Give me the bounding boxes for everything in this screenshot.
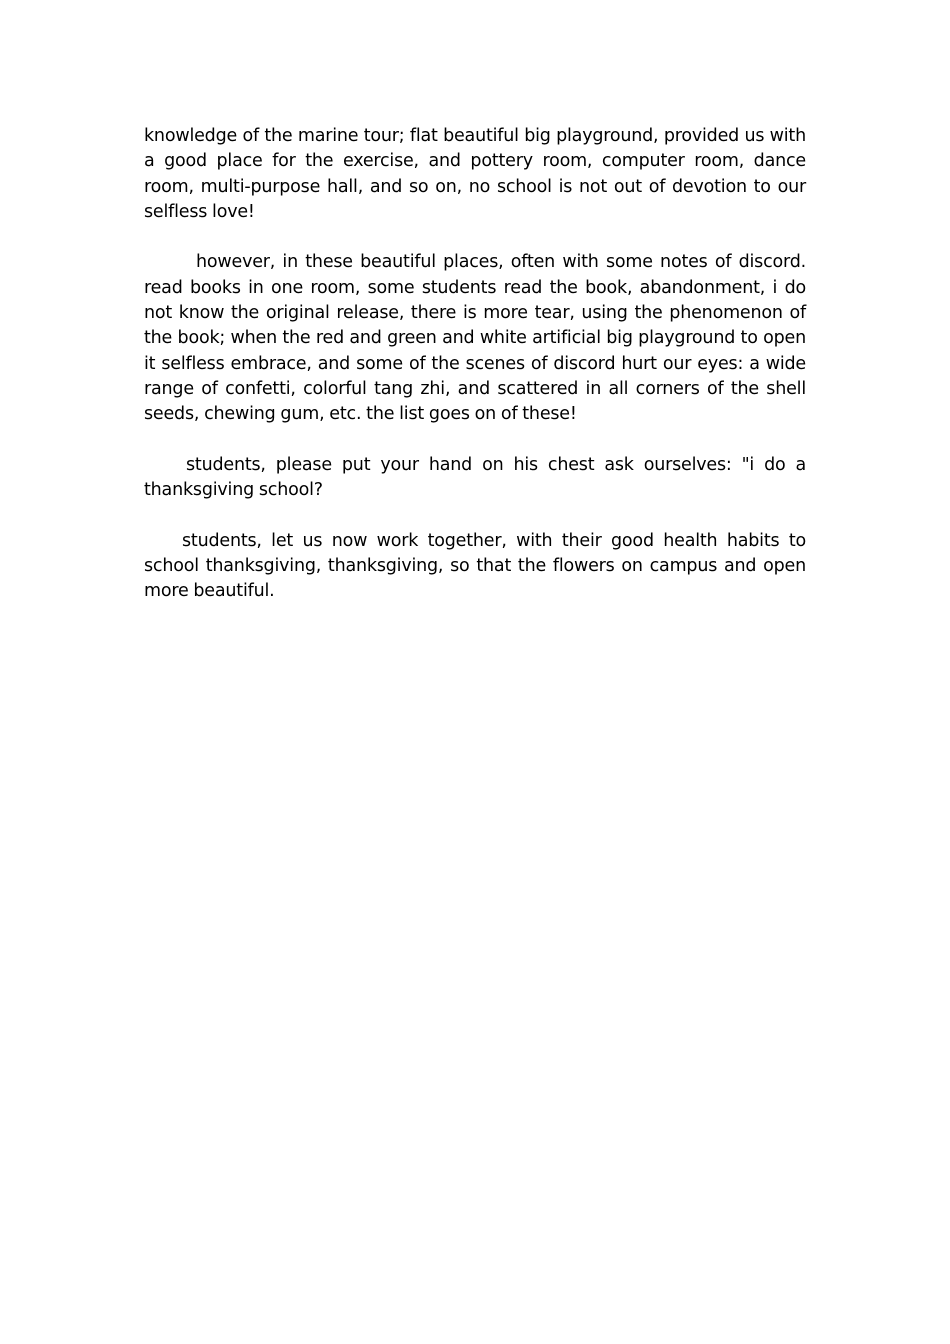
body-text (144, 124, 806, 630)
paragraph-2: however, in these beautiful places, often with some notes of discord. read books in one room, some students read the book, abandonment, i do not know the original release, there is more tear, using the phenomenon of the book; when the red and green and white artificial big playground to open it selfless embrace, and some of the scenes of discord hurt our eyes: a wide range of confetti, colorful tang zhi, and scattered in all corners of the shell seeds, chewing gum, etc. the list goes on of these! (144, 252, 806, 425)
paragraph-3: students, please put your hand on his chest ask ourselves: "i do a thanksgiving school? (144, 454, 806, 501)
paragraph-1: knowledge of the marine tour; flat beautiful big playground, provided us with a good place for the exercise, and pottery room, computer room, dance room, multi-purpose hall, and so on, no school is not out of devotion to our selfless love! (144, 126, 806, 222)
paragraph-4: students, let us now work together, with their good health habits to school thanksgiving, thanksgiving, so that the flowers on campus and open more beautiful. (144, 530, 806, 602)
